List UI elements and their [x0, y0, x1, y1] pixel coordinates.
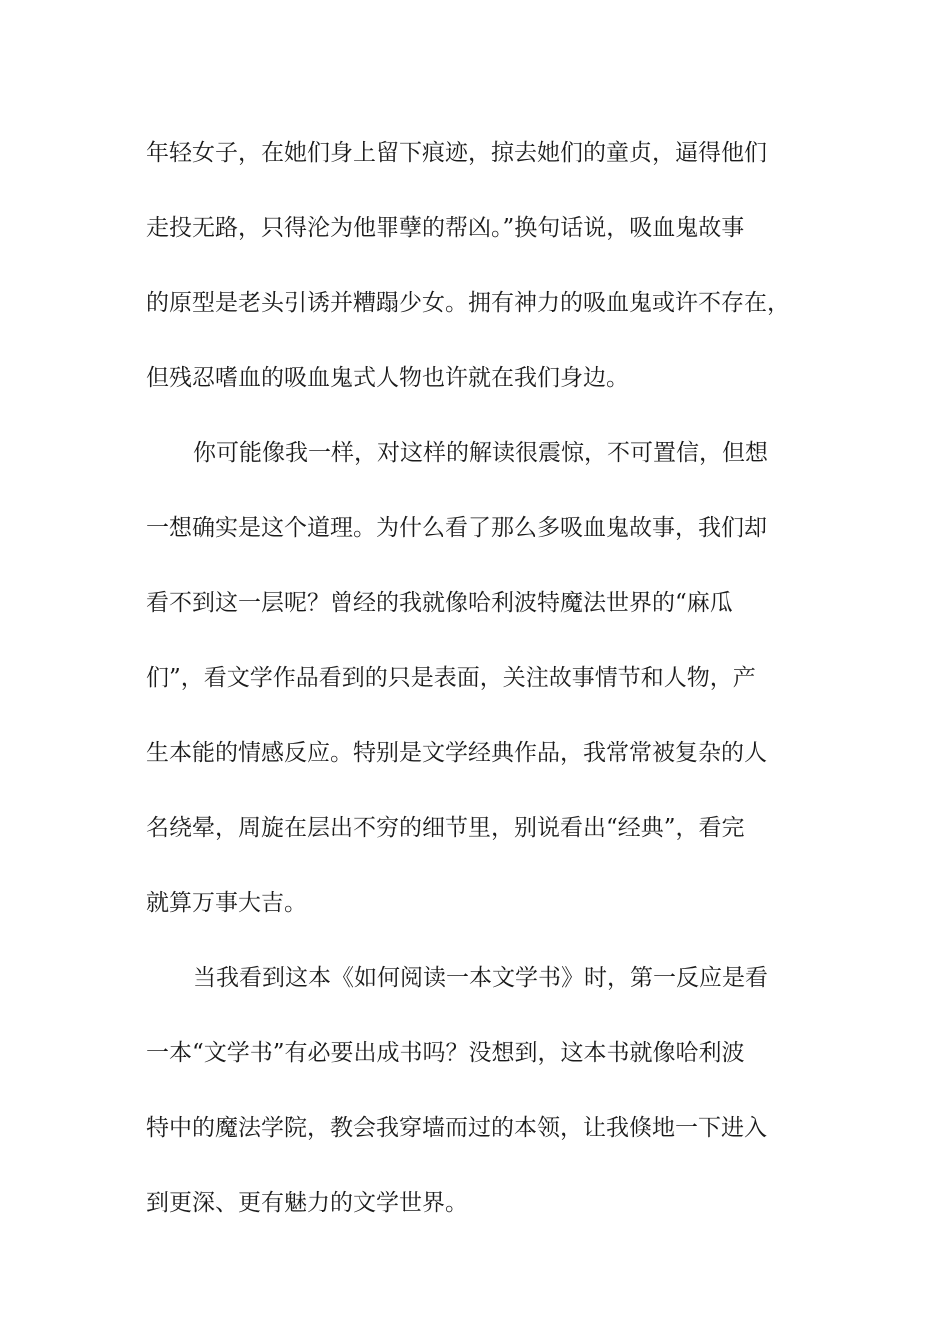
text-line: 名绕晕，周旋在层出不穷的细节里，别说看出“经典”，看完: [146, 815, 745, 841]
text-line: 但残忍嗜血的吸血鬼式人物也许就在我们身边。: [146, 365, 629, 391]
text-line: 就算万事大吉。: [146, 890, 307, 916]
paragraph-start-line: 你可能像我一样，对这样的解读很震惊，不可置信，但想: [193, 440, 768, 466]
paragraph-start-line: 当我看到这本《如何阅读一本文学书》时，第一反应是看: [193, 965, 768, 991]
text-line: 特中的魔法学院，教会我穿墙而过的本领，让我倏地一下进入: [146, 1115, 767, 1141]
text-line: 生本能的情感反应。特别是文学经典作品，我常常被复杂的人: [146, 740, 767, 766]
text-line: 的原型是老头引诱并糟蹋少女。拥有神力的吸血鬼或许不存在，: [146, 290, 790, 316]
text-line: 年轻女子，在她们身上留下痕迹，掠去她们的童贞，逼得他们: [146, 140, 767, 166]
text-line: 到更深、更有魅力的文学世界。: [146, 1190, 468, 1216]
text-line: 们”，看文学作品看到的只是表面，关注故事情节和人物，产: [146, 665, 756, 691]
text-line: 一本“文学书”有必要出成书吗？没想到，这本书就像哈利波: [146, 1040, 745, 1066]
text-line: 看不到这一层呢？曾经的我就像哈利波特魔法世界的“麻瓜: [146, 590, 733, 616]
text-line: 一想确实是这个道理。为什么看了那么多吸血鬼故事，我们却: [146, 515, 767, 541]
text-line: 走投无路，只得沦为他罪孽的帮凶。”换句话说，吸血鬼故事: [146, 215, 745, 241]
